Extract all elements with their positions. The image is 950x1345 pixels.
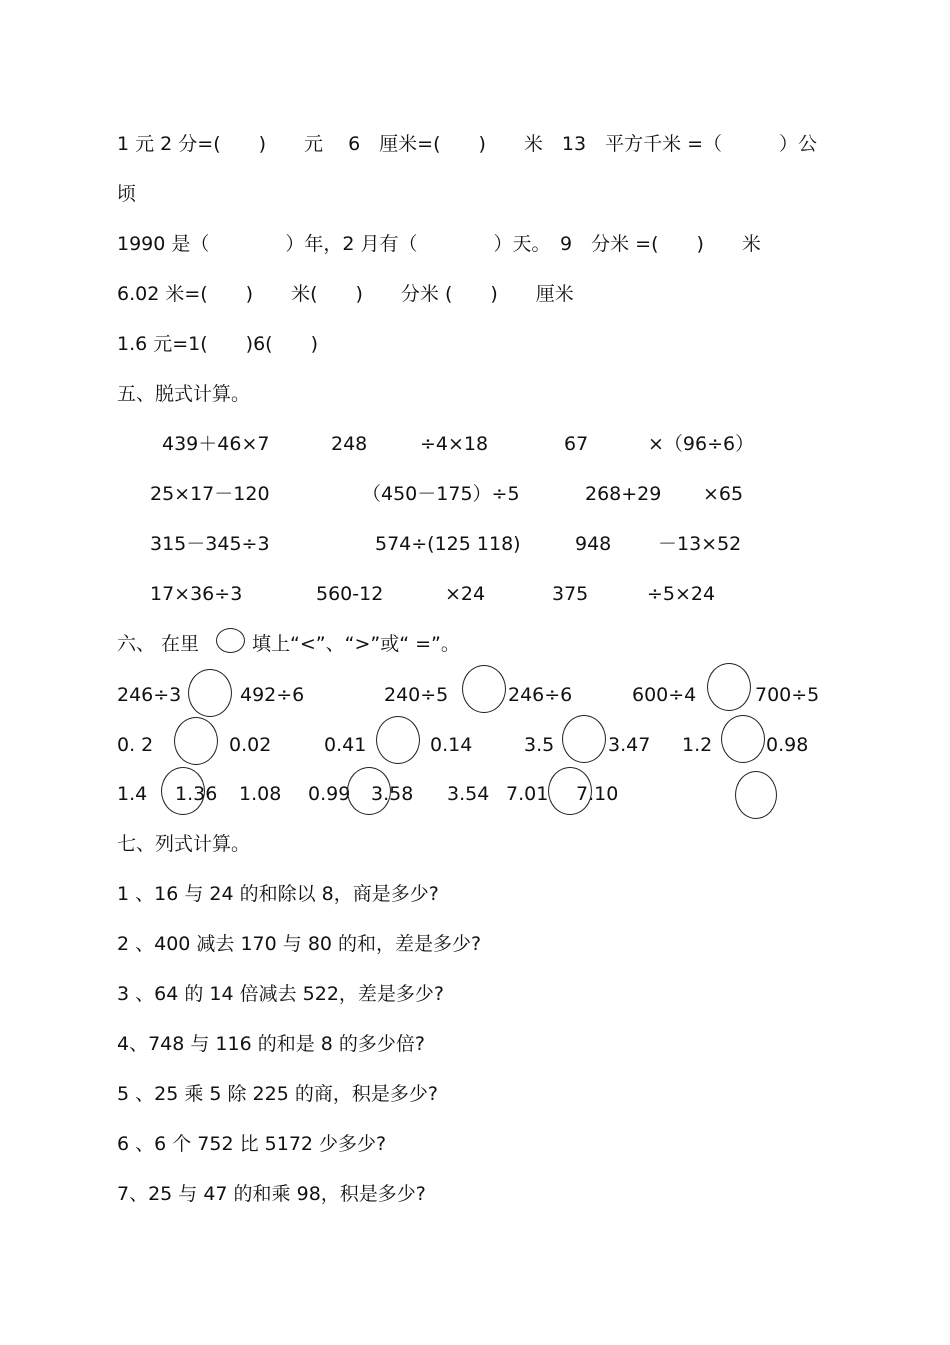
fill-blank-line-4: 1.6 元=1( )6( )	[117, 333, 319, 355]
word-problem: 3 、64 的 14 倍减去 522，差是多少?	[117, 983, 444, 1005]
calc-item: ×24	[445, 583, 486, 605]
compare-value: 492÷6	[240, 684, 305, 706]
compare-value: 0. 2	[117, 734, 154, 756]
word-problem: 2 、400 减去 170 与 80 的和，差是多少?	[117, 933, 482, 955]
calc-item: －13×52	[658, 533, 742, 555]
compare-value: 240÷5	[384, 684, 449, 706]
calc-item: 315－345÷3	[150, 533, 270, 555]
compare-value: 3.58	[371, 783, 414, 805]
calc-item: （450－175）÷5	[362, 483, 520, 505]
compare-value: 1.4	[117, 783, 148, 805]
word-problem: 7、25 与 47 的和乘 98，积是多少?	[117, 1183, 426, 1205]
compare-value: 3.47	[608, 734, 651, 756]
calc-item: ÷4×18	[420, 433, 489, 455]
compare-value: 1.2	[682, 734, 713, 756]
compare-circle[interactable]	[161, 767, 205, 815]
calc-item: 560-12	[316, 583, 384, 605]
compare-circle[interactable]	[735, 771, 777, 819]
compare-circle[interactable]	[562, 715, 606, 763]
section6-title-a: 六、 在里	[117, 633, 200, 655]
compare-circle[interactable]	[174, 717, 218, 765]
calc-item: 375	[552, 583, 589, 605]
section6-title-b: 填上“<”、“>”或“ =”。	[252, 633, 460, 655]
section5-title: 五、脱式计算。	[117, 383, 251, 405]
compare-circle[interactable]	[462, 665, 506, 713]
circle-icon	[216, 628, 245, 653]
compare-circle[interactable]	[347, 767, 391, 815]
fill-blank-line-1-wrap: 顷	[117, 183, 137, 205]
calc-item: 17×36÷3	[150, 583, 243, 605]
compare-value: 0.99	[308, 783, 351, 805]
fill-blank-line-1: 1 元 2 分=( ) 元 6 厘米=( ) 米 13 平方千米 =（ ）公	[117, 133, 818, 155]
word-problem: 5 、25 乘 5 除 225 的商，积是多少?	[117, 1083, 438, 1105]
compare-value: 0.98	[766, 734, 809, 756]
word-problem: 6 、6 个 752 比 5172 少多少?	[117, 1133, 387, 1155]
compare-value: 246÷6	[508, 684, 573, 706]
calc-item: 25×17－120	[150, 483, 270, 505]
word-problem: 4、748 与 116 的和是 8 的多少倍?	[117, 1033, 425, 1055]
compare-value: 246÷3	[117, 684, 182, 706]
compare-circle[interactable]	[376, 716, 420, 764]
calc-item: 268+29	[585, 483, 662, 505]
compare-value: 1.36	[175, 783, 218, 805]
compare-value: 0.02	[229, 734, 272, 756]
section7-title: 七、列式计算。	[117, 833, 251, 855]
compare-circle[interactable]	[188, 669, 232, 717]
compare-circle[interactable]	[721, 715, 765, 763]
calc-item: ÷5×24	[647, 583, 716, 605]
calc-item: 248	[331, 433, 368, 455]
compare-value: 700÷5	[755, 684, 820, 706]
word-problem: 1 、16 与 24 的和除以 8，商是多少?	[117, 883, 439, 905]
fill-blank-line-2: 1990 是（ ）年，2 月有（ ）天。 9 分米 =( ) 米	[117, 233, 761, 255]
compare-value: 3.54	[447, 783, 490, 805]
compare-value: 600÷4	[632, 684, 697, 706]
compare-value: 0.41	[324, 734, 367, 756]
calc-item: 439＋46×7	[162, 433, 270, 455]
calc-item: 67	[564, 433, 589, 455]
calc-item: 948	[575, 533, 612, 555]
compare-value: 0.14	[430, 734, 473, 756]
compare-value: 1.08	[239, 783, 282, 805]
calc-item: ×（96÷6）	[648, 433, 755, 455]
calc-item: 574÷(125 118)	[375, 533, 521, 555]
calc-item: ×65	[703, 483, 744, 505]
compare-value: 7.10	[576, 783, 619, 805]
compare-value: 3.5	[524, 734, 555, 756]
compare-circle[interactable]	[707, 663, 751, 711]
fill-blank-line-3: 6.02 米=( ) 米( ) 分米 ( ) 厘米	[117, 283, 574, 305]
compare-circle[interactable]	[548, 767, 592, 815]
compare-value: 7.01	[506, 783, 549, 805]
